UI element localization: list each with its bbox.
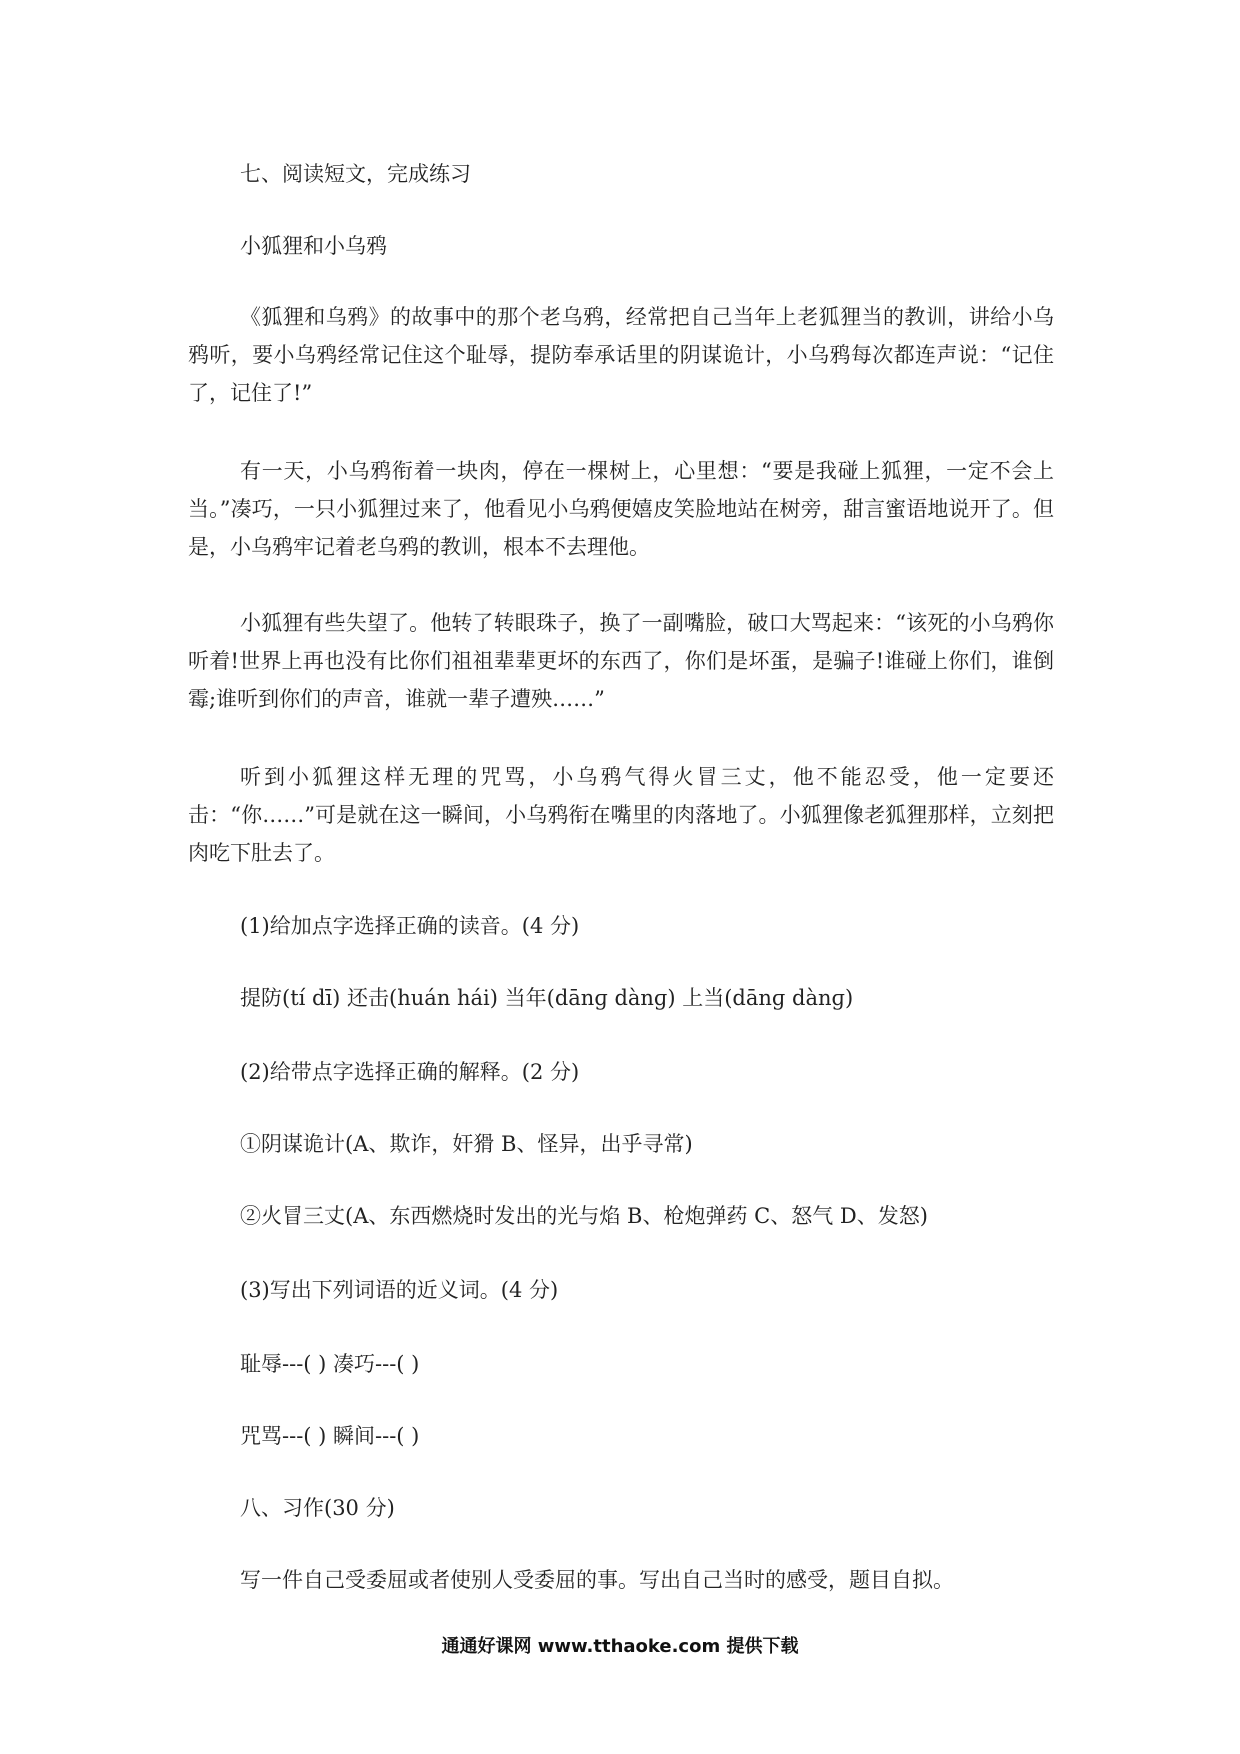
question-1-options: 提防(tí dī) 还击(huán hái) 当年(dānɡ dànɡ) 上当(dānɡ dànɡ) (240, 986, 854, 1010)
question-3-line-2: 咒骂---( ) 瞬间---( ) (240, 1424, 420, 1448)
question-3-prompt: (3)写出下列词语的近义词。(4 分) (240, 1278, 559, 1302)
story-paragraph-2: 有一天，小乌鸦衔着一块肉，停在一棵树上，心里想：“要是我碰上狐狸，一定不会上当。”凑巧，一只小狐狸过来了，他看见小乌鸦便嬉皮笑脸地站在树旁，甜言蜜语地说开了。但是，小乌鸦牢记着老乌鸦的教训，根本不去理他。 (188, 459, 1054, 559)
story-paragraph-4: 听到小狐狸这样无理的咒骂，小乌鸦气得火冒三丈，他不能忍受，他一定要还击：“你……”可是就在这一瞬间，小乌鸦衔在嘴里的肉落地了。小狐狸像老狐狸那样，立刻把肉吃下肚去了。 (188, 765, 1054, 865)
section-8-heading: 八、习作(30 分) (240, 1496, 395, 1520)
question-2-item-2: ②火冒三丈(A、东西燃烧时发出的光与焰 B、枪炮弹药 C、怒气 D、发怒) (240, 1204, 928, 1228)
question-1-prompt: (1)给加点字选择正确的读音。(4 分) (240, 914, 580, 938)
page-footer: 通通好课网 www.tthaoke.com 提供下载 (441, 1636, 799, 1657)
story-title: 小狐狸和小乌鸦 (240, 234, 387, 258)
story-paragraph-3: 小狐狸有些失望了。他转了转眼珠子，换了一副嘴脸，破口大骂起来：“该死的小乌鸦你听着!世界上再也没有比你们祖祖辈辈更坏的东西了，你们是坏蛋，是骗子!谁碰上你们，谁倒霉;谁听到你们的声音，谁就一辈子遭殃……” (188, 611, 1054, 711)
section-7-heading: 七、阅读短文，完成练习 (240, 162, 471, 186)
story-paragraph-1: 《狐狸和乌鸦》的故事中的那个老乌鸦，经常把自己当年上老狐狸当的教训，讲给小乌鸦听，要小乌鸦经常记住这个耻辱，提防奉承话里的阴谋诡计，小乌鸦每次都连声说：“记住了，记住了!” (188, 305, 1054, 405)
writing-prompt: 写一件自己受委屈或者使别人受委屈的事。写出自己当时的感受，题目自拟。 (240, 1568, 954, 1592)
question-2-item-1: ①阴谋诡计(A、欺诈，奸猾 B、怪异，出乎寻常) (240, 1132, 693, 1156)
question-2-prompt: (2)给带点字选择正确的解释。(2 分) (240, 1060, 580, 1084)
question-3-line-1: 耻辱---( ) 凑巧---( ) (240, 1352, 420, 1376)
